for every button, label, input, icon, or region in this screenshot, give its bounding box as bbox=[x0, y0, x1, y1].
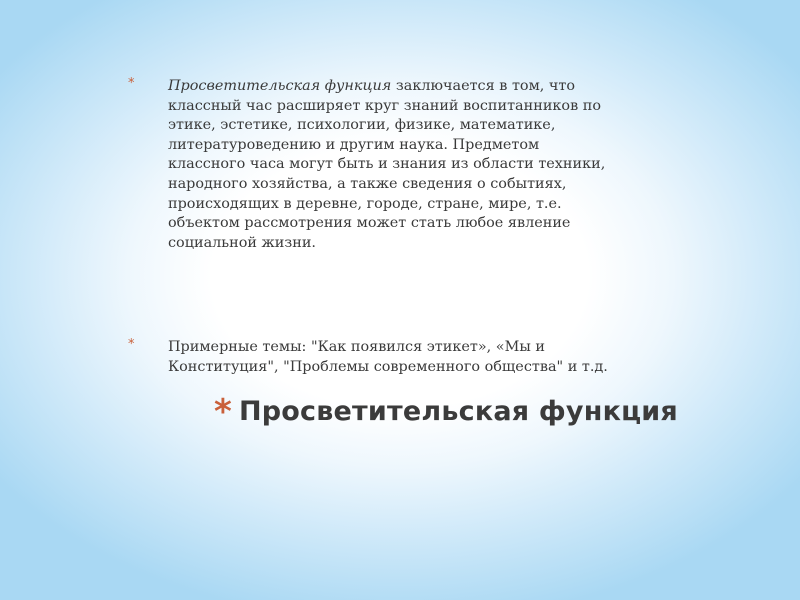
slide-title-text: Просветительская функция bbox=[238, 396, 678, 427]
bullet-item-1 bbox=[128, 77, 608, 253]
bullet-lead-italic: Просветительская функция bbox=[168, 78, 392, 94]
slide-title bbox=[214, 392, 678, 432]
asterisk-bullet-icon: * bbox=[128, 76, 135, 91]
asterisk-title-icon: * bbox=[214, 392, 232, 432]
asterisk-bullet-icon: * bbox=[128, 337, 135, 352]
bullet-text-1 bbox=[168, 77, 608, 253]
bullet-item-2 bbox=[128, 338, 608, 377]
bullet-body: заключается в том, что классный час расширяет круг знаний воспитанников по этике, эстетике, психологии, физике, математике, литературоведению и другим наука. Предметом классного часа могут быть и знания из области техники, народного хозяйства, а также сведения о событиях, происходящих в деревне, городе, стране, мире, т.е. объектом рассмотрения может стать любое явление социальной жизни. bbox=[168, 78, 606, 251]
bullet-text-2: Примерные темы: "Как появился этикет», «Мы и Конституция", "Проблемы современного общества" и т.д. bbox=[168, 339, 608, 375]
